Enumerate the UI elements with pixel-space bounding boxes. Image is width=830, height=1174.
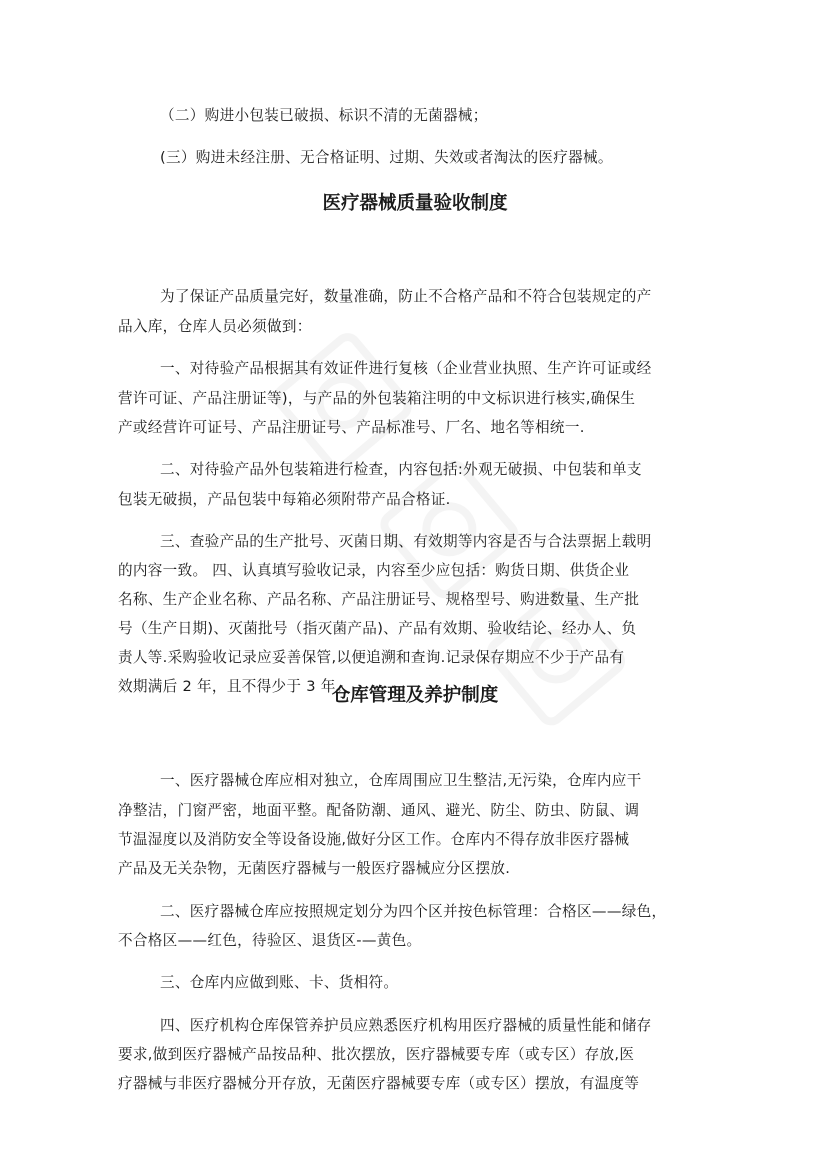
paragraph-line: 的内容一致。 四、认真填写验收记录，内容至少应包括：购货日期、供货企业: [118, 562, 630, 579]
paragraph-line: 品入库，仓库人员必须做到：: [118, 318, 312, 335]
paragraph-line: 号（生产日期)、灭菌批号（指灭菌产品)、产品有效期、验收结论、经办人、负: [118, 620, 637, 637]
paragraph-line: 一、对待验产品根据其有效证件进行复核（企业营业执照、生产许可证或经: [160, 360, 652, 377]
paragraph-line: 二、对待验产品外包装箱进行检查，内容包括:外观无破损、中包装和单支: [160, 461, 642, 478]
intro-line-1: （二）购进小包装已破损、标识不清的无菌器械；: [160, 107, 488, 124]
paragraph-line: 节温湿度以及消防安全等设备设施,做好分区工作。仓库内不得存放非医疗器械: [118, 831, 630, 848]
paragraph-line: 疗器械与非医疗器械分开存放，无菌医疗器械要专库（或专区）摆放，有温度等: [118, 1075, 640, 1092]
paragraph-line: 营许可证、产品注册证等)，与产品的外包装箱注明的中文标识进行核实,确保生: [118, 390, 636, 407]
paragraph-line: 产或经营许可证号、产品注册证号、产品标准号、厂名、地名等相统一.: [118, 419, 585, 436]
intro-line-2: (三）购进未经注册、无合格证明、过期、失效或者淘汰的医疗器械。: [160, 149, 613, 166]
paragraph-line: 为了保证产品质量完好，数量准确，防止不合格产品和不符合包装规定的产: [160, 288, 652, 305]
paragraph-line: 一、医疗器械仓库应相对独立，仓库周围应卫生整洁,无污染，仓库内应干: [160, 772, 642, 789]
paragraph-line: 净整洁，门窗严密，地面平整。配备防潮、通风、避光、防尘、防虫、防鼠、调: [118, 802, 640, 819]
section-title-warehouse: 仓库管理及养护制度: [331, 685, 499, 706]
paragraph-line: 包装无破损，产品包装中每箱必须附带产品合格证.: [118, 491, 451, 508]
paragraph-line: 二、医疗器械仓库应按照规定划分为四个区并按色标管理：合格区——绿色，: [160, 903, 667, 920]
paragraph-line: 不合格区——红色，待验区、退货区-—黄色。: [118, 932, 422, 949]
paragraph-line: 产品及无关杂物，无菌医疗器械与一般医疗器械应分区摆放.: [118, 860, 511, 877]
paragraph-line: 三、查验产品的生产批号、灭菌日期、有效期等内容是否与合法票据上载明: [160, 533, 652, 550]
section-title-acceptance: 医疗器械质量验收制度: [322, 193, 508, 214]
paragraph-line: 要求,做到医疗器械产品按品种、批次摆放，医疗器械要专库（或专区）存放,医: [118, 1046, 635, 1063]
paragraph-line: 三、仓库内应做到账、卡、货相符。: [160, 974, 399, 991]
paragraph-line: 四、医疗机构仓库保管养护员应熟悉医疗机构用医疗器械的质量性能和储存: [160, 1017, 652, 1034]
paragraph-line: 名称、生产企业名称、产品名称、产品注册证号、规格型号、购进数量、生产批: [118, 591, 640, 608]
paragraph-line: 责人等.采购验收记录应妥善保管,以便追溯和查询.记录保存期应不少于产品有: [118, 649, 625, 666]
paragraph-line: 效期满后 2 年，且不得少于 3 年。: [118, 678, 351, 695]
